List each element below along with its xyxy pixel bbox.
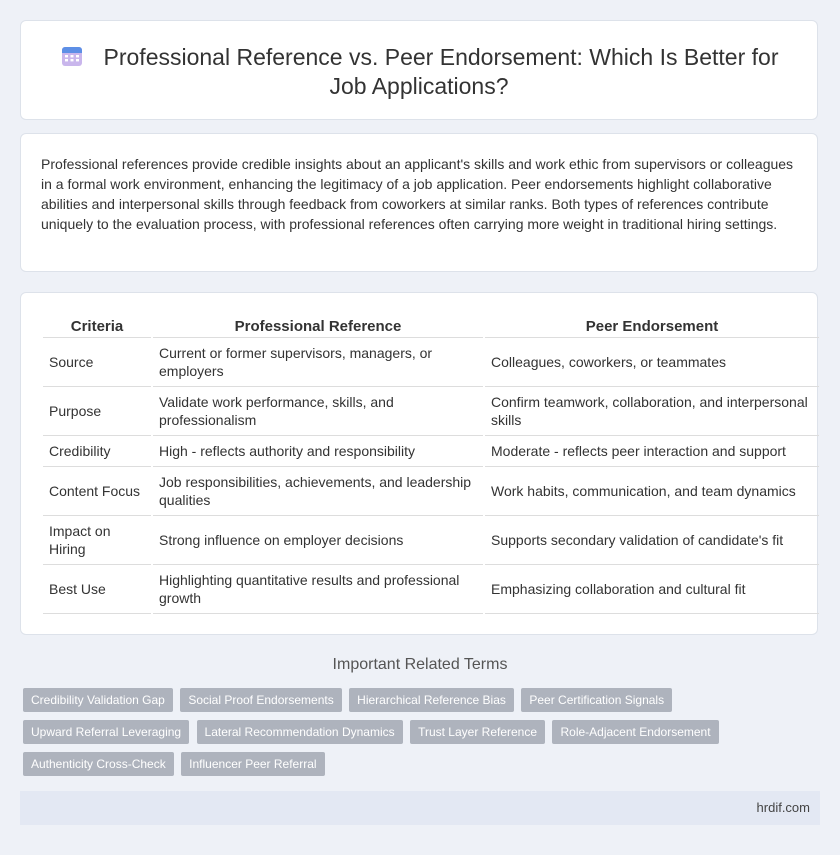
cell-peer: Moderate - reflects peer interaction and support — [484, 436, 819, 467]
related-terms-heading: Important Related Terms — [332, 656, 508, 673]
term-tag[interactable]: Credibility Validation Gap — [23, 688, 173, 712]
table-header-row — [43, 315, 819, 338]
cell-peer: Work habits, communication, and team dynamics — [484, 467, 819, 516]
intro-paragraph: Professional references provide credible insights about an applicant's skills and work ethic from supervisors or colleagues in a formal work environment, enhancing the legitimacy of a job application. Peer endorsements highlight collaborative abilities and interpersonal skills through feedback from coworkers at similar ranks. Both types of references contribute uniquely to the evaluation process, with professional references often carrying more weight in traditional hiring settings. — [41, 156, 794, 232]
cell-criteria: Purpose — [43, 387, 152, 436]
term-tag[interactable]: Influencer Peer Referral — [181, 752, 324, 776]
cell-criteria: Content Focus — [43, 467, 152, 516]
comparison-card — [20, 292, 818, 635]
term-tag[interactable]: Authenticity Cross-Check — [23, 752, 174, 776]
calendar-icon — [60, 44, 84, 68]
cell-peer: Confirm teamwork, collaboration, and interpersonal skills — [484, 387, 819, 436]
term-tag[interactable]: Social Proof Endorsements — [180, 688, 341, 712]
term-tag[interactable]: Peer Certification Signals — [521, 688, 672, 712]
table-row — [43, 467, 819, 516]
related-terms-list — [23, 688, 823, 784]
cell-criteria: Source — [43, 338, 152, 387]
table-row — [43, 338, 819, 387]
cell-peer: Emphasizing collaboration and cultural fit — [484, 565, 819, 614]
cell-professional: High - reflects authority and responsibility — [152, 436, 484, 467]
cell-professional: Current or former supervisors, managers, or employers — [152, 338, 484, 387]
cell-professional: Job responsibilities, achievements, and leadership qualities — [152, 467, 484, 516]
term-tag[interactable]: Role-Adjacent Endorsement — [552, 720, 718, 744]
term-tag[interactable]: Upward Referral Leveraging — [23, 720, 189, 744]
footer — [20, 791, 820, 825]
cell-professional: Strong influence on employer decisions — [152, 516, 484, 565]
intro-card — [20, 133, 818, 272]
term-tag[interactable]: Hierarchical Reference Bias — [349, 688, 514, 712]
term-tag[interactable]: Trust Layer Reference — [410, 720, 545, 744]
cell-professional: Validate work performance, skills, and professionalism — [152, 387, 484, 436]
cell-peer: Colleagues, coworkers, or teammates — [484, 338, 819, 387]
table-row — [43, 516, 819, 565]
cell-peer: Supports secondary validation of candidate's fit — [484, 516, 819, 565]
table-row — [43, 436, 819, 467]
header-peer-endorsement: Peer Endorsement — [484, 315, 819, 338]
header-professional-reference: Professional Reference — [152, 315, 484, 338]
cell-criteria: Credibility — [43, 436, 152, 467]
page-title-wrap — [21, 43, 817, 101]
comparison-table — [43, 315, 819, 614]
cell-criteria: Impact on Hiring — [43, 516, 152, 565]
term-tag[interactable]: Lateral Recommendation Dynamics — [197, 720, 403, 744]
footer-site-link[interactable]: hrdif.com — [756, 800, 810, 815]
table-row — [43, 387, 819, 436]
cell-professional: Highlighting quantitative results and professional growth — [152, 565, 484, 614]
table-row — [43, 565, 819, 614]
title-card — [20, 20, 818, 120]
page-title: Professional Reference vs. Peer Endorsement: Which Is Better for Job Applications? — [103, 44, 779, 99]
cell-criteria: Best Use — [43, 565, 152, 614]
header-criteria: Criteria — [43, 315, 152, 338]
